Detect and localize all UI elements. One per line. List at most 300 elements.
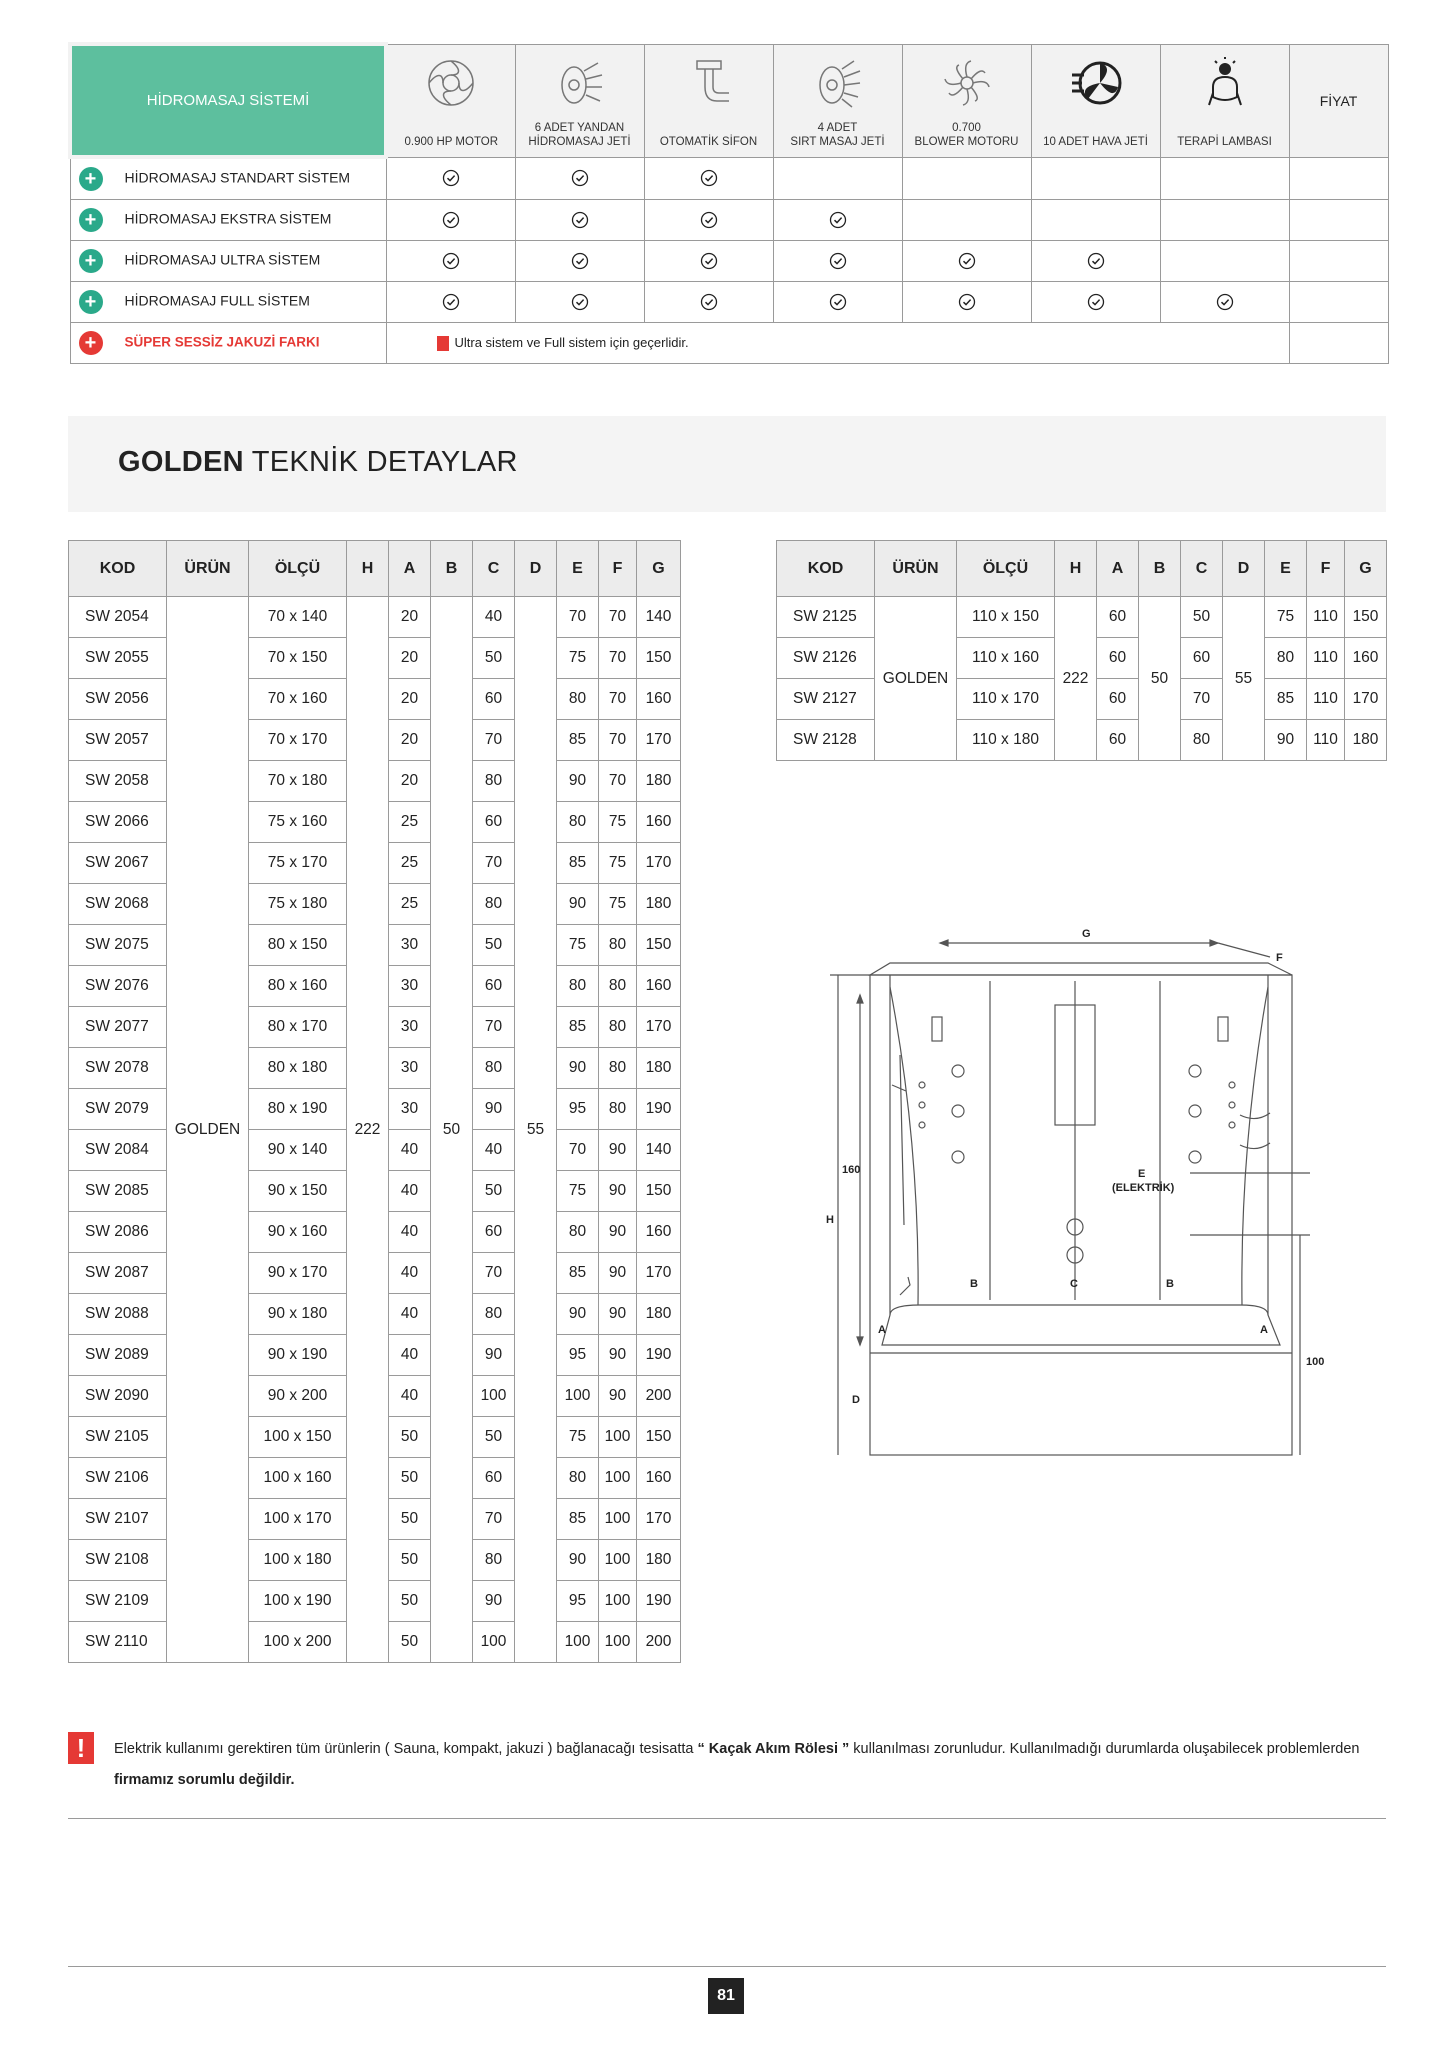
spec-cell: 25 xyxy=(389,802,431,843)
spec-header-cell: B xyxy=(431,541,473,597)
label-a-right: A xyxy=(1260,1324,1268,1336)
spec-cell: 75 xyxy=(557,1171,599,1212)
spec-cell: 70 xyxy=(473,1499,515,1540)
spec-cell: 190 xyxy=(637,1581,681,1622)
spec-cell: 80 xyxy=(473,884,515,925)
spec-cell: 100 xyxy=(557,1376,599,1417)
table-row xyxy=(70,323,1388,364)
spec-cell: 70 x 140 xyxy=(249,597,347,638)
section-title-band xyxy=(68,416,1386,512)
spec-cell: 80 xyxy=(557,802,599,843)
label-g: G xyxy=(1082,928,1091,940)
spec-cell: 60 xyxy=(473,966,515,1007)
spec-cell: 70 xyxy=(473,843,515,884)
spec-header-cell: B xyxy=(1139,541,1181,597)
spec-cell: 40 xyxy=(389,1294,431,1335)
spec-cell: 70 xyxy=(557,597,599,638)
check-cell xyxy=(644,282,773,323)
spec-cell: 40 xyxy=(473,597,515,638)
spec-cell: 200 xyxy=(637,1622,681,1663)
spec-header-cell: KOD xyxy=(69,541,167,597)
spec-cell: 80 xyxy=(473,1540,515,1581)
spec-cell: SW 2126 xyxy=(777,638,875,679)
check-cell xyxy=(386,282,515,323)
spec-cell: SW 2089 xyxy=(69,1335,167,1376)
f-dimension-line xyxy=(1218,943,1270,957)
spec-cell: SW 2128 xyxy=(777,720,875,761)
spec-header-cell: H xyxy=(347,541,389,597)
label-b-left: B xyxy=(970,1278,978,1290)
spec-cell: 80 x 170 xyxy=(249,1007,347,1048)
feature-side-jet-label: 6 ADET YANDAN HİDROMASAJ JETİ xyxy=(528,121,631,148)
spec-cell: 75 x 180 xyxy=(249,884,347,925)
table-row xyxy=(70,282,1388,323)
spec-cell: SW 2086 xyxy=(69,1212,167,1253)
row-label-extra: + HİDROMASAJ EKSTRA SİSTEM xyxy=(70,200,386,241)
spec-cell: 85 xyxy=(557,1007,599,1048)
spec-cell: 90 xyxy=(557,1294,599,1335)
spec-cell: 90 xyxy=(599,1171,637,1212)
check-cell xyxy=(644,241,773,282)
price-cell xyxy=(1289,323,1388,364)
spec-cell: 80 xyxy=(599,1048,637,1089)
label-160: 160 xyxy=(842,1164,861,1176)
check-cell xyxy=(773,200,902,241)
cabin-outline xyxy=(870,975,1292,1455)
spec-cell: 140 xyxy=(637,1130,681,1171)
spec-cell: SW 2108 xyxy=(69,1540,167,1581)
spec-cell: 90 x 200 xyxy=(249,1376,347,1417)
spec-cell: 60 xyxy=(473,1458,515,1499)
spec-cell: GOLDEN xyxy=(875,597,957,761)
feature-blower xyxy=(902,44,1031,157)
silent-note: Ultra sistem ve Full sistem için geçerlidir. xyxy=(386,323,1289,364)
spec-cell: 150 xyxy=(637,1417,681,1458)
table-row xyxy=(69,597,681,638)
spec-cell: SW 2058 xyxy=(69,761,167,802)
spec-cell: 90 xyxy=(473,1089,515,1130)
spec-cell: 80 xyxy=(473,1048,515,1089)
spec-cell: 110 x 170 xyxy=(957,679,1055,720)
spec-cell: 95 xyxy=(557,1581,599,1622)
spec-cell: 70 xyxy=(599,720,637,761)
spec-header-cell: H xyxy=(1055,541,1097,597)
spec-cell: 110 xyxy=(1307,679,1345,720)
spec-cell: 75 xyxy=(599,802,637,843)
check-cell xyxy=(386,200,515,241)
check-cell xyxy=(902,200,1031,241)
spec-cell: 30 xyxy=(389,1089,431,1130)
spec-cell: 140 xyxy=(637,597,681,638)
check-circle-icon xyxy=(571,293,589,311)
spec-cell: 20 xyxy=(389,679,431,720)
spec-cell: 100 xyxy=(599,1622,637,1663)
spec-cell: 160 xyxy=(637,802,681,843)
plus-icon[interactable]: + xyxy=(79,249,103,273)
spec-cell: GOLDEN xyxy=(167,597,249,1663)
spec-header-cell: D xyxy=(1223,541,1265,597)
spec-cell: 160 xyxy=(637,966,681,1007)
spec-cell: 90 xyxy=(599,1335,637,1376)
spec-cell: SW 2079 xyxy=(69,1089,167,1130)
spec-cell: SW 2067 xyxy=(69,843,167,884)
spec-cell: 222 xyxy=(347,597,389,1663)
plus-icon[interactable]: + xyxy=(79,331,103,355)
spec-header-cell: E xyxy=(557,541,599,597)
spec-cell: 75 x 170 xyxy=(249,843,347,884)
check-cell xyxy=(902,241,1031,282)
spec-cell: 170 xyxy=(637,843,681,884)
spec-cell: SW 2084 xyxy=(69,1130,167,1171)
spec-cell: 100 xyxy=(599,1581,637,1622)
spec-cell: 110 xyxy=(1307,720,1345,761)
spec-cell: 50 xyxy=(473,1417,515,1458)
spec-cell: 90 xyxy=(557,1048,599,1089)
plus-icon[interactable]: + xyxy=(79,208,103,232)
spec-cell: SW 2078 xyxy=(69,1048,167,1089)
spec-cell: 80 xyxy=(599,1007,637,1048)
exclamation-icon: ! xyxy=(68,1732,94,1764)
spec-cell: 150 xyxy=(637,925,681,966)
feature-side-jet xyxy=(515,44,644,157)
spec-header-cell: F xyxy=(1307,541,1345,597)
check-cell xyxy=(773,241,902,282)
feature-air-jet-label: 10 ADET HAVA JETİ xyxy=(1043,135,1148,148)
spec-cell: 90 xyxy=(599,1294,637,1335)
spec-cell: 60 xyxy=(1097,720,1139,761)
check-cell xyxy=(773,157,902,200)
spec-cell: SW 2075 xyxy=(69,925,167,966)
spec-cell: SW 2056 xyxy=(69,679,167,720)
spec-table-left xyxy=(68,540,681,1663)
spec-cell: 100 xyxy=(473,1622,515,1663)
check-circle-icon xyxy=(829,211,847,229)
spec-cell: 100 xyxy=(599,1499,637,1540)
spec-cell: 80 xyxy=(599,1089,637,1130)
spec-header-cell: D xyxy=(515,541,557,597)
spec-cell: 90 xyxy=(473,1335,515,1376)
motor-icon xyxy=(425,57,477,109)
feature-blower-label: 0.700 BLOWER MOTORU xyxy=(914,121,1019,148)
spec-cell: 100 x 160 xyxy=(249,1458,347,1499)
spec-cell: 85 xyxy=(1265,679,1307,720)
spec-cell: 80 xyxy=(599,925,637,966)
spec-cell: 180 xyxy=(1345,720,1387,761)
spec-cell: 90 xyxy=(557,761,599,802)
check-cell xyxy=(1031,157,1160,200)
corner-shelves xyxy=(1240,1113,1270,1149)
spec-cell: 70 xyxy=(599,761,637,802)
spec-cell: 75 x 160 xyxy=(249,802,347,843)
spec-cell: 60 xyxy=(1097,638,1139,679)
spec-cell: SW 2088 xyxy=(69,1294,167,1335)
spec-cell: 75 xyxy=(599,884,637,925)
spec-header-cell: A xyxy=(389,541,431,597)
price-cell xyxy=(1289,282,1388,323)
spec-cell: 110 x 150 xyxy=(957,597,1055,638)
spec-cell: 50 xyxy=(473,1171,515,1212)
check-circle-icon xyxy=(571,252,589,270)
spec-header-cell: ÜRÜN xyxy=(167,541,249,597)
spec-header-cell: E xyxy=(1265,541,1307,597)
spec-cell: 70 xyxy=(557,1130,599,1171)
plus-icon[interactable]: + xyxy=(79,290,103,314)
spec-cell: 60 xyxy=(473,1212,515,1253)
spec-cell: 100 x 180 xyxy=(249,1540,347,1581)
spec-cell: 85 xyxy=(557,1253,599,1294)
therapy-lamp-icon xyxy=(1199,57,1251,109)
spec-cell: 50 xyxy=(389,1622,431,1663)
spec-cell: 50 xyxy=(473,925,515,966)
spec-cell: 190 xyxy=(637,1335,681,1376)
spec-cell: 55 xyxy=(515,597,557,1663)
feature-siphon xyxy=(644,44,773,157)
spec-cell: 90 xyxy=(599,1376,637,1417)
spec-cell: 20 xyxy=(389,720,431,761)
page-title: GOLDEN TEKNİK DETAYLAR xyxy=(118,446,518,478)
spec-cell: 75 xyxy=(557,638,599,679)
spec-cell: 160 xyxy=(637,1212,681,1253)
cabin-panels xyxy=(990,981,1160,1300)
spec-cell: 80 x 190 xyxy=(249,1089,347,1130)
check-cell xyxy=(644,157,773,200)
spec-cell: 30 xyxy=(389,1048,431,1089)
label-elektrik: (ELEKTRİK) xyxy=(1112,1182,1175,1194)
spec-cell: 160 xyxy=(1345,638,1387,679)
spec-cell: SW 2107 xyxy=(69,1499,167,1540)
label-f: F xyxy=(1276,952,1283,964)
check-cell xyxy=(644,200,773,241)
row-label-full: + HİDROMASAJ FULL SİSTEM xyxy=(70,282,386,323)
spec-cell: 100 xyxy=(557,1622,599,1663)
check-circle-icon xyxy=(442,211,460,229)
check-circle-icon xyxy=(958,252,976,270)
spec-cell: 70 xyxy=(599,679,637,720)
side-jet-icon xyxy=(554,57,606,109)
spec-cell: SW 2057 xyxy=(69,720,167,761)
spec-cell: 40 xyxy=(389,1376,431,1417)
spec-cell: 25 xyxy=(389,843,431,884)
spec-cell: 70 xyxy=(599,597,637,638)
spec-cell: 110 x 180 xyxy=(957,720,1055,761)
spec-cell: 100 x 190 xyxy=(249,1581,347,1622)
check-circle-icon xyxy=(1087,252,1105,270)
spec-cell: 85 xyxy=(557,843,599,884)
spec-cell: 40 xyxy=(389,1253,431,1294)
table-row xyxy=(777,597,1387,638)
table-row xyxy=(70,200,1388,241)
spec-cell: 160 xyxy=(637,1458,681,1499)
spec-cell: 60 xyxy=(473,802,515,843)
plus-icon[interactable]: + xyxy=(79,167,103,191)
back-jet-icon xyxy=(812,57,864,109)
spec-cell: 85 xyxy=(557,720,599,761)
spec-cell: 20 xyxy=(389,597,431,638)
cabin-side-walls xyxy=(890,975,1268,1315)
check-circle-icon xyxy=(700,252,718,270)
spec-cell: 20 xyxy=(389,638,431,679)
spec-cell: 70 x 160 xyxy=(249,679,347,720)
row-label-standard: + HİDROMASAJ STANDART SİSTEM xyxy=(70,157,386,200)
check-cell xyxy=(902,282,1031,323)
spec-cell: SW 2054 xyxy=(69,597,167,638)
check-cell xyxy=(1031,200,1160,241)
label-c: C xyxy=(1070,1278,1078,1290)
spec-cell: 80 xyxy=(557,679,599,720)
spec-cell: SW 2087 xyxy=(69,1253,167,1294)
spec-cell: 80 xyxy=(1181,720,1223,761)
check-cell xyxy=(1031,241,1160,282)
feature-motor-label: 0.900 HP MOTOR xyxy=(404,135,499,148)
price-cell xyxy=(1289,241,1388,282)
spec-cell: 80 x 180 xyxy=(249,1048,347,1089)
spec-cell: 90 x 160 xyxy=(249,1212,347,1253)
check-circle-icon xyxy=(829,252,847,270)
spec-cell: 50 xyxy=(473,638,515,679)
check-cell xyxy=(515,157,644,200)
spec-cell: SW 2055 xyxy=(69,638,167,679)
spec-cell: 40 xyxy=(389,1335,431,1376)
check-cell xyxy=(1160,282,1289,323)
spec-cell: 80 xyxy=(557,966,599,1007)
spec-cell: 50 xyxy=(389,1458,431,1499)
spec-cell: SW 2076 xyxy=(69,966,167,1007)
spec-cell: 150 xyxy=(1345,597,1387,638)
spec-cell: 100 xyxy=(599,1417,637,1458)
label-h: H xyxy=(826,1214,834,1226)
spec-cell: 80 x 160 xyxy=(249,966,347,1007)
spec-cell: 30 xyxy=(389,966,431,1007)
spec-header-cell: KOD xyxy=(777,541,875,597)
spec-cell: 60 xyxy=(473,679,515,720)
spec-cell: SW 2106 xyxy=(69,1458,167,1499)
spec-cell: 70 xyxy=(473,720,515,761)
check-circle-icon xyxy=(829,293,847,311)
spec-header-cell: G xyxy=(637,541,681,597)
spec-header-cell: A xyxy=(1097,541,1139,597)
spec-cell: 90 x 180 xyxy=(249,1294,347,1335)
spec-cell: 90 x 150 xyxy=(249,1171,347,1212)
spec-cell: SW 2090 xyxy=(69,1376,167,1417)
check-circle-icon xyxy=(571,211,589,229)
spec-cell: 75 xyxy=(599,843,637,884)
blower-icon xyxy=(941,57,993,109)
check-circle-icon xyxy=(442,169,460,187)
price-header: FİYAT xyxy=(1289,44,1388,157)
spec-cell: 90 xyxy=(1265,720,1307,761)
spec-cell: 180 xyxy=(637,1294,681,1335)
feature-therapy-lamp xyxy=(1160,44,1289,157)
spec-cell: 180 xyxy=(637,884,681,925)
spec-cell: SW 2068 xyxy=(69,884,167,925)
check-cell xyxy=(386,241,515,282)
feature-motor xyxy=(386,44,515,157)
spec-cell: SW 2085 xyxy=(69,1171,167,1212)
spec-cell: 170 xyxy=(637,1007,681,1048)
shower-bar xyxy=(892,1055,910,1295)
spec-cell: 70 xyxy=(599,638,637,679)
spec-cell: 50 xyxy=(389,1499,431,1540)
spec-cell: 60 xyxy=(1097,597,1139,638)
spec-header-cell: ÜRÜN xyxy=(875,541,957,597)
page-number: 81 xyxy=(708,1978,744,2014)
spec-cell: 70 xyxy=(473,1253,515,1294)
price-cell xyxy=(1289,157,1388,200)
check-circle-icon xyxy=(571,169,589,187)
spec-cell: 50 xyxy=(389,1417,431,1458)
spec-cell: SW 2110 xyxy=(69,1622,167,1663)
spec-cell: 90 xyxy=(557,1540,599,1581)
spec-cell: SW 2066 xyxy=(69,802,167,843)
spec-cell: 50 xyxy=(1181,597,1223,638)
spec-cell: 40 xyxy=(389,1171,431,1212)
hydromassage-table xyxy=(68,42,1389,364)
spec-header-cell: ÖLÇÜ xyxy=(249,541,347,597)
cabin-dimension-diagram xyxy=(800,905,1340,1475)
check-cell xyxy=(1160,241,1289,282)
footer-divider xyxy=(68,1966,1386,1967)
check-cell xyxy=(1160,157,1289,200)
spec-cell: 100 xyxy=(473,1376,515,1417)
spec-cell: 90 x 190 xyxy=(249,1335,347,1376)
spec-cell: 150 xyxy=(637,1171,681,1212)
cabin-curved-walls xyxy=(890,987,1268,1305)
spec-cell: 90 x 140 xyxy=(249,1130,347,1171)
price-cell xyxy=(1289,200,1388,241)
spec-cell: 40 xyxy=(473,1130,515,1171)
spec-cell: 100 x 200 xyxy=(249,1622,347,1663)
spec-cell: 170 xyxy=(637,720,681,761)
spec-cell: SW 2077 xyxy=(69,1007,167,1048)
feature-therapy-lamp-label: TERAPİ LAMBASI xyxy=(1177,135,1272,148)
spec-cell: 50 xyxy=(389,1581,431,1622)
cabin-roof xyxy=(870,963,1292,975)
spec-cell: 95 xyxy=(557,1335,599,1376)
spec-cell: 70 xyxy=(1181,679,1223,720)
spec-cell: 25 xyxy=(389,884,431,925)
spec-cell: 80 x 150 xyxy=(249,925,347,966)
check-cell xyxy=(902,157,1031,200)
check-circle-icon xyxy=(1087,293,1105,311)
spec-cell: 55 xyxy=(1223,597,1265,761)
spec-header-cell: G xyxy=(1345,541,1387,597)
spec-cell: 90 xyxy=(557,884,599,925)
spec-cell: 160 xyxy=(637,679,681,720)
spec-cell: 110 xyxy=(1307,638,1345,679)
divider xyxy=(68,1818,1386,1819)
check-circle-icon xyxy=(700,169,718,187)
spec-header-cell: ÖLÇÜ xyxy=(957,541,1055,597)
spec-cell: 110 x 160 xyxy=(957,638,1055,679)
label-e: E xyxy=(1138,1168,1146,1180)
spec-cell: 190 xyxy=(637,1089,681,1130)
label-a-left: A xyxy=(878,1324,886,1336)
spec-cell: SW 2125 xyxy=(777,597,875,638)
table-row xyxy=(70,157,1388,200)
check-circle-icon xyxy=(1216,293,1234,311)
air-jet-icon xyxy=(1070,57,1122,109)
shower-tray xyxy=(882,1305,1280,1345)
feature-siphon-label: OTOMATİK SİFON xyxy=(659,135,758,148)
spec-cell: 60 xyxy=(1097,679,1139,720)
feature-air-jet xyxy=(1031,44,1160,157)
check-circle-icon xyxy=(700,293,718,311)
spec-cell: 100 x 170 xyxy=(249,1499,347,1540)
spec-cell: 170 xyxy=(637,1499,681,1540)
check-circle-icon xyxy=(958,293,976,311)
label-b-right: B xyxy=(1166,1278,1174,1290)
spec-cell: 85 xyxy=(557,1499,599,1540)
